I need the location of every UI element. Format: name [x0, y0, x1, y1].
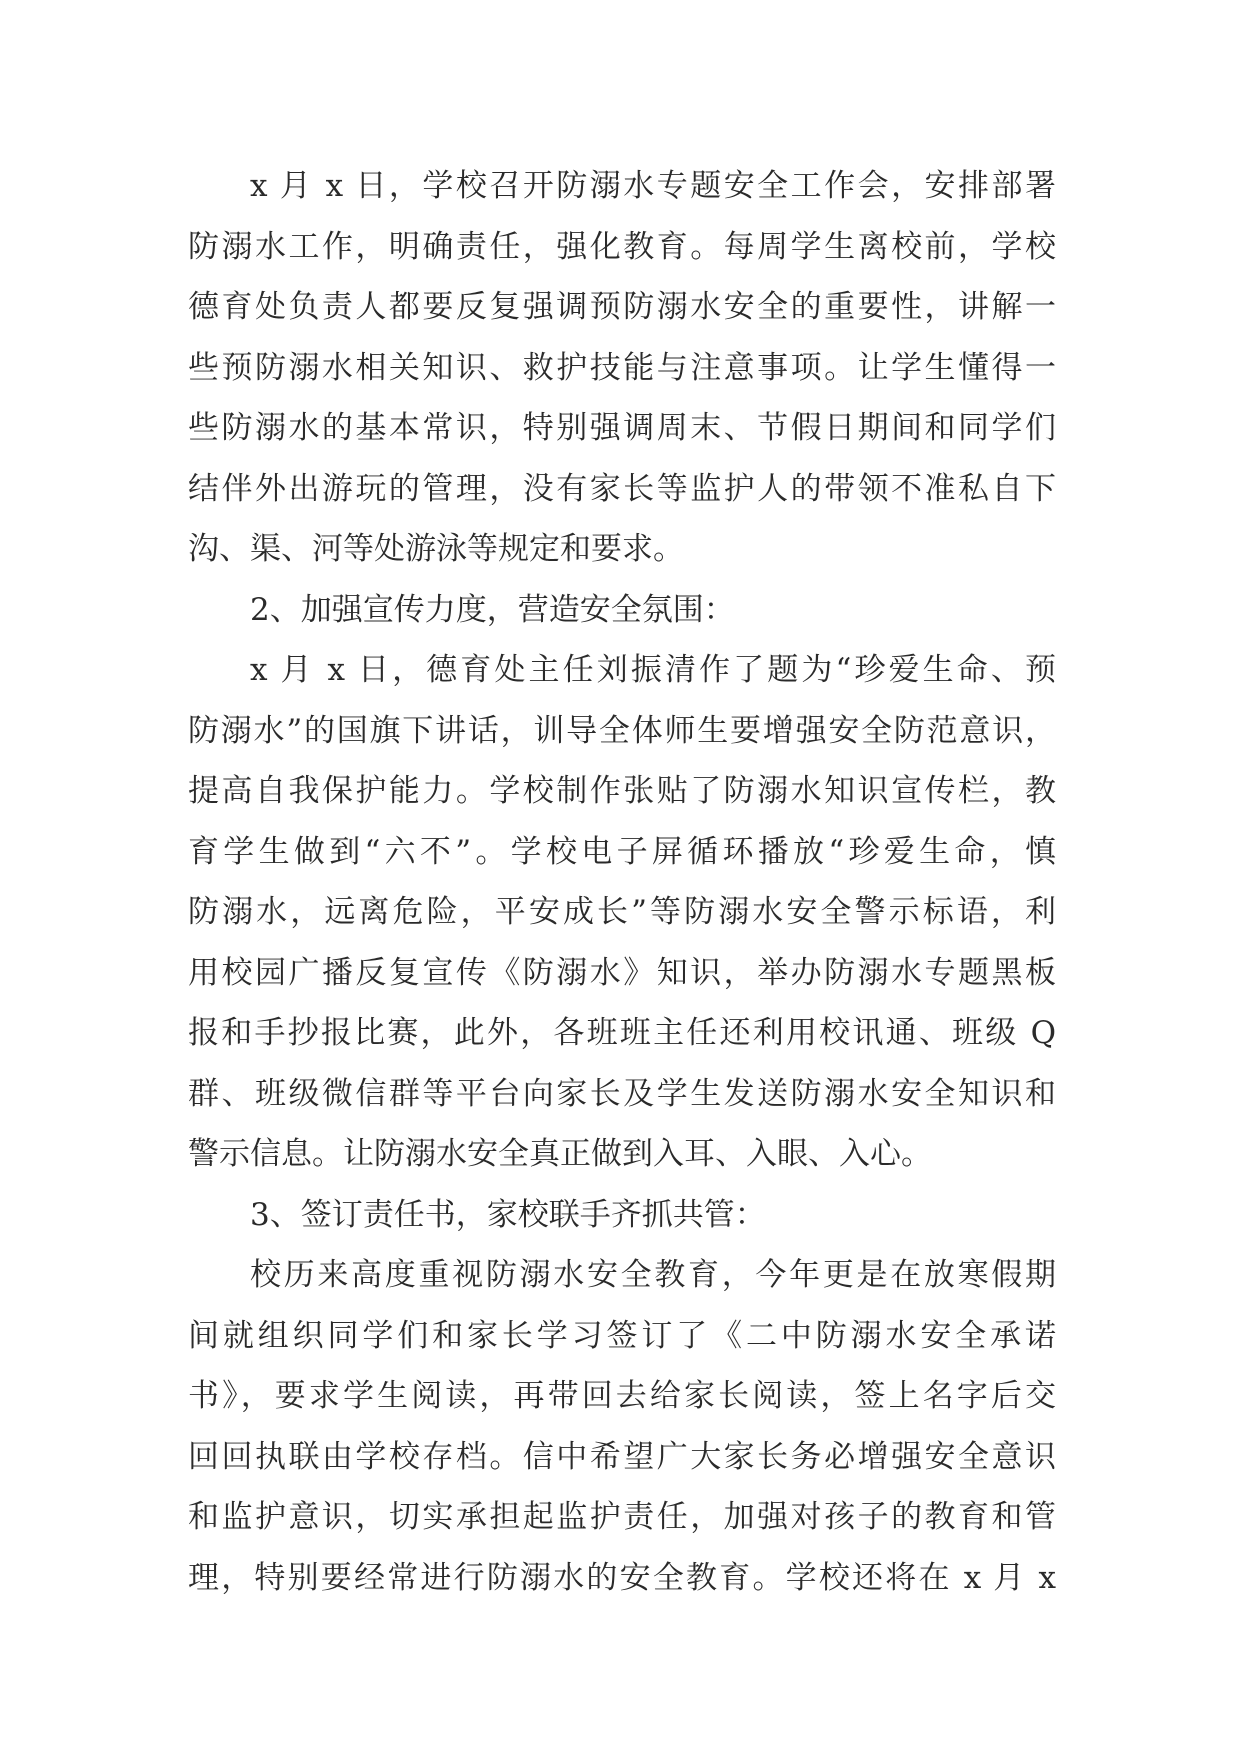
text-line: 2、加强宣传力度，营造安全氛围：	[250, 591, 735, 628]
text-line: 防溺水”的国旗下讲话，训导全体师生要增强安全防范意识，	[188, 712, 1056, 749]
text-line: 理，特别要经常进行防溺水的安全教育。学校还将在 x 月 x	[188, 1559, 1056, 1596]
text-line: 结伴外出游玩的管理，没有家长等监护人的带领不准私自下	[188, 470, 1056, 507]
paragraph-responsibility	[188, 1245, 1056, 1608]
document-body	[188, 156, 1056, 1608]
section-heading-responsibility	[188, 1185, 1056, 1246]
text-line: 群、班级微信群等平台向家长及学生发送防溺水安全知识和	[188, 1075, 1056, 1112]
text-line: 间就组织同学们和家长学习签订了《二中防溺水安全承诺	[188, 1317, 1056, 1354]
text-line: 德育处负责人都要反复强调预防溺水安全的重要性，讲解一	[188, 289, 1056, 325]
text-line: 用校园广播反复宣传《防溺水》知识，举办防溺水专题黑板	[188, 954, 1056, 991]
text-line: 校历来高度重视防溺水安全教育，今年更是在放寒假期	[250, 1257, 1056, 1293]
paragraph-safety-meeting	[188, 156, 1056, 580]
text-line: 报和手抄报比赛，此外，各班班主任还利用校讯通、班级 Q	[188, 1015, 1056, 1051]
text-line: 沟、渠、河等处游泳等规定和要求。	[188, 531, 684, 567]
section-heading-publicity	[188, 580, 1056, 641]
text-line: 3、签订责任书，家校联手齐抓共管：	[250, 1196, 766, 1233]
text-line: x 月 x 日，学校召开防溺水专题安全工作会，安排部署	[250, 168, 1056, 204]
text-line: 育学生做到“六不”。学校电子屏循环播放“珍爱生命，慎	[188, 833, 1056, 870]
text-line: 提高自我保护能力。学校制作张贴了防溺水知识宣传栏，教	[188, 773, 1056, 809]
paragraph-publicity	[188, 640, 1056, 1185]
text-line: 防溺水，远离危险，平安成长”等防溺水安全警示标语，利	[188, 894, 1056, 930]
text-line: 些预防溺水相关知识、救护技能与注意事项。让学生懂得一	[188, 349, 1056, 386]
text-line: 回回执联由学校存档。信中希望广大家长务必增强安全意识	[188, 1438, 1056, 1475]
text-line: 警示信息。让防溺水安全真正做到入耳、入眼、入心。	[188, 1136, 932, 1172]
text-line: 书》，要求学生阅读，再带回去给家长阅读，签上名字后交	[188, 1378, 1056, 1414]
text-line: 防溺水工作，明确责任，强化教育。每周学生离校前，学校	[188, 228, 1056, 265]
text-line: x 月 x 日，德育处主任刘振清作了题为“珍爱生命、预	[250, 652, 1056, 688]
text-line: 和监护意识，切实承担起监护责任，加强对孩子的教育和管	[188, 1499, 1056, 1535]
text-line: 些防溺水的基本常识，特别强调周末、节假日期间和同学们	[188, 410, 1056, 446]
